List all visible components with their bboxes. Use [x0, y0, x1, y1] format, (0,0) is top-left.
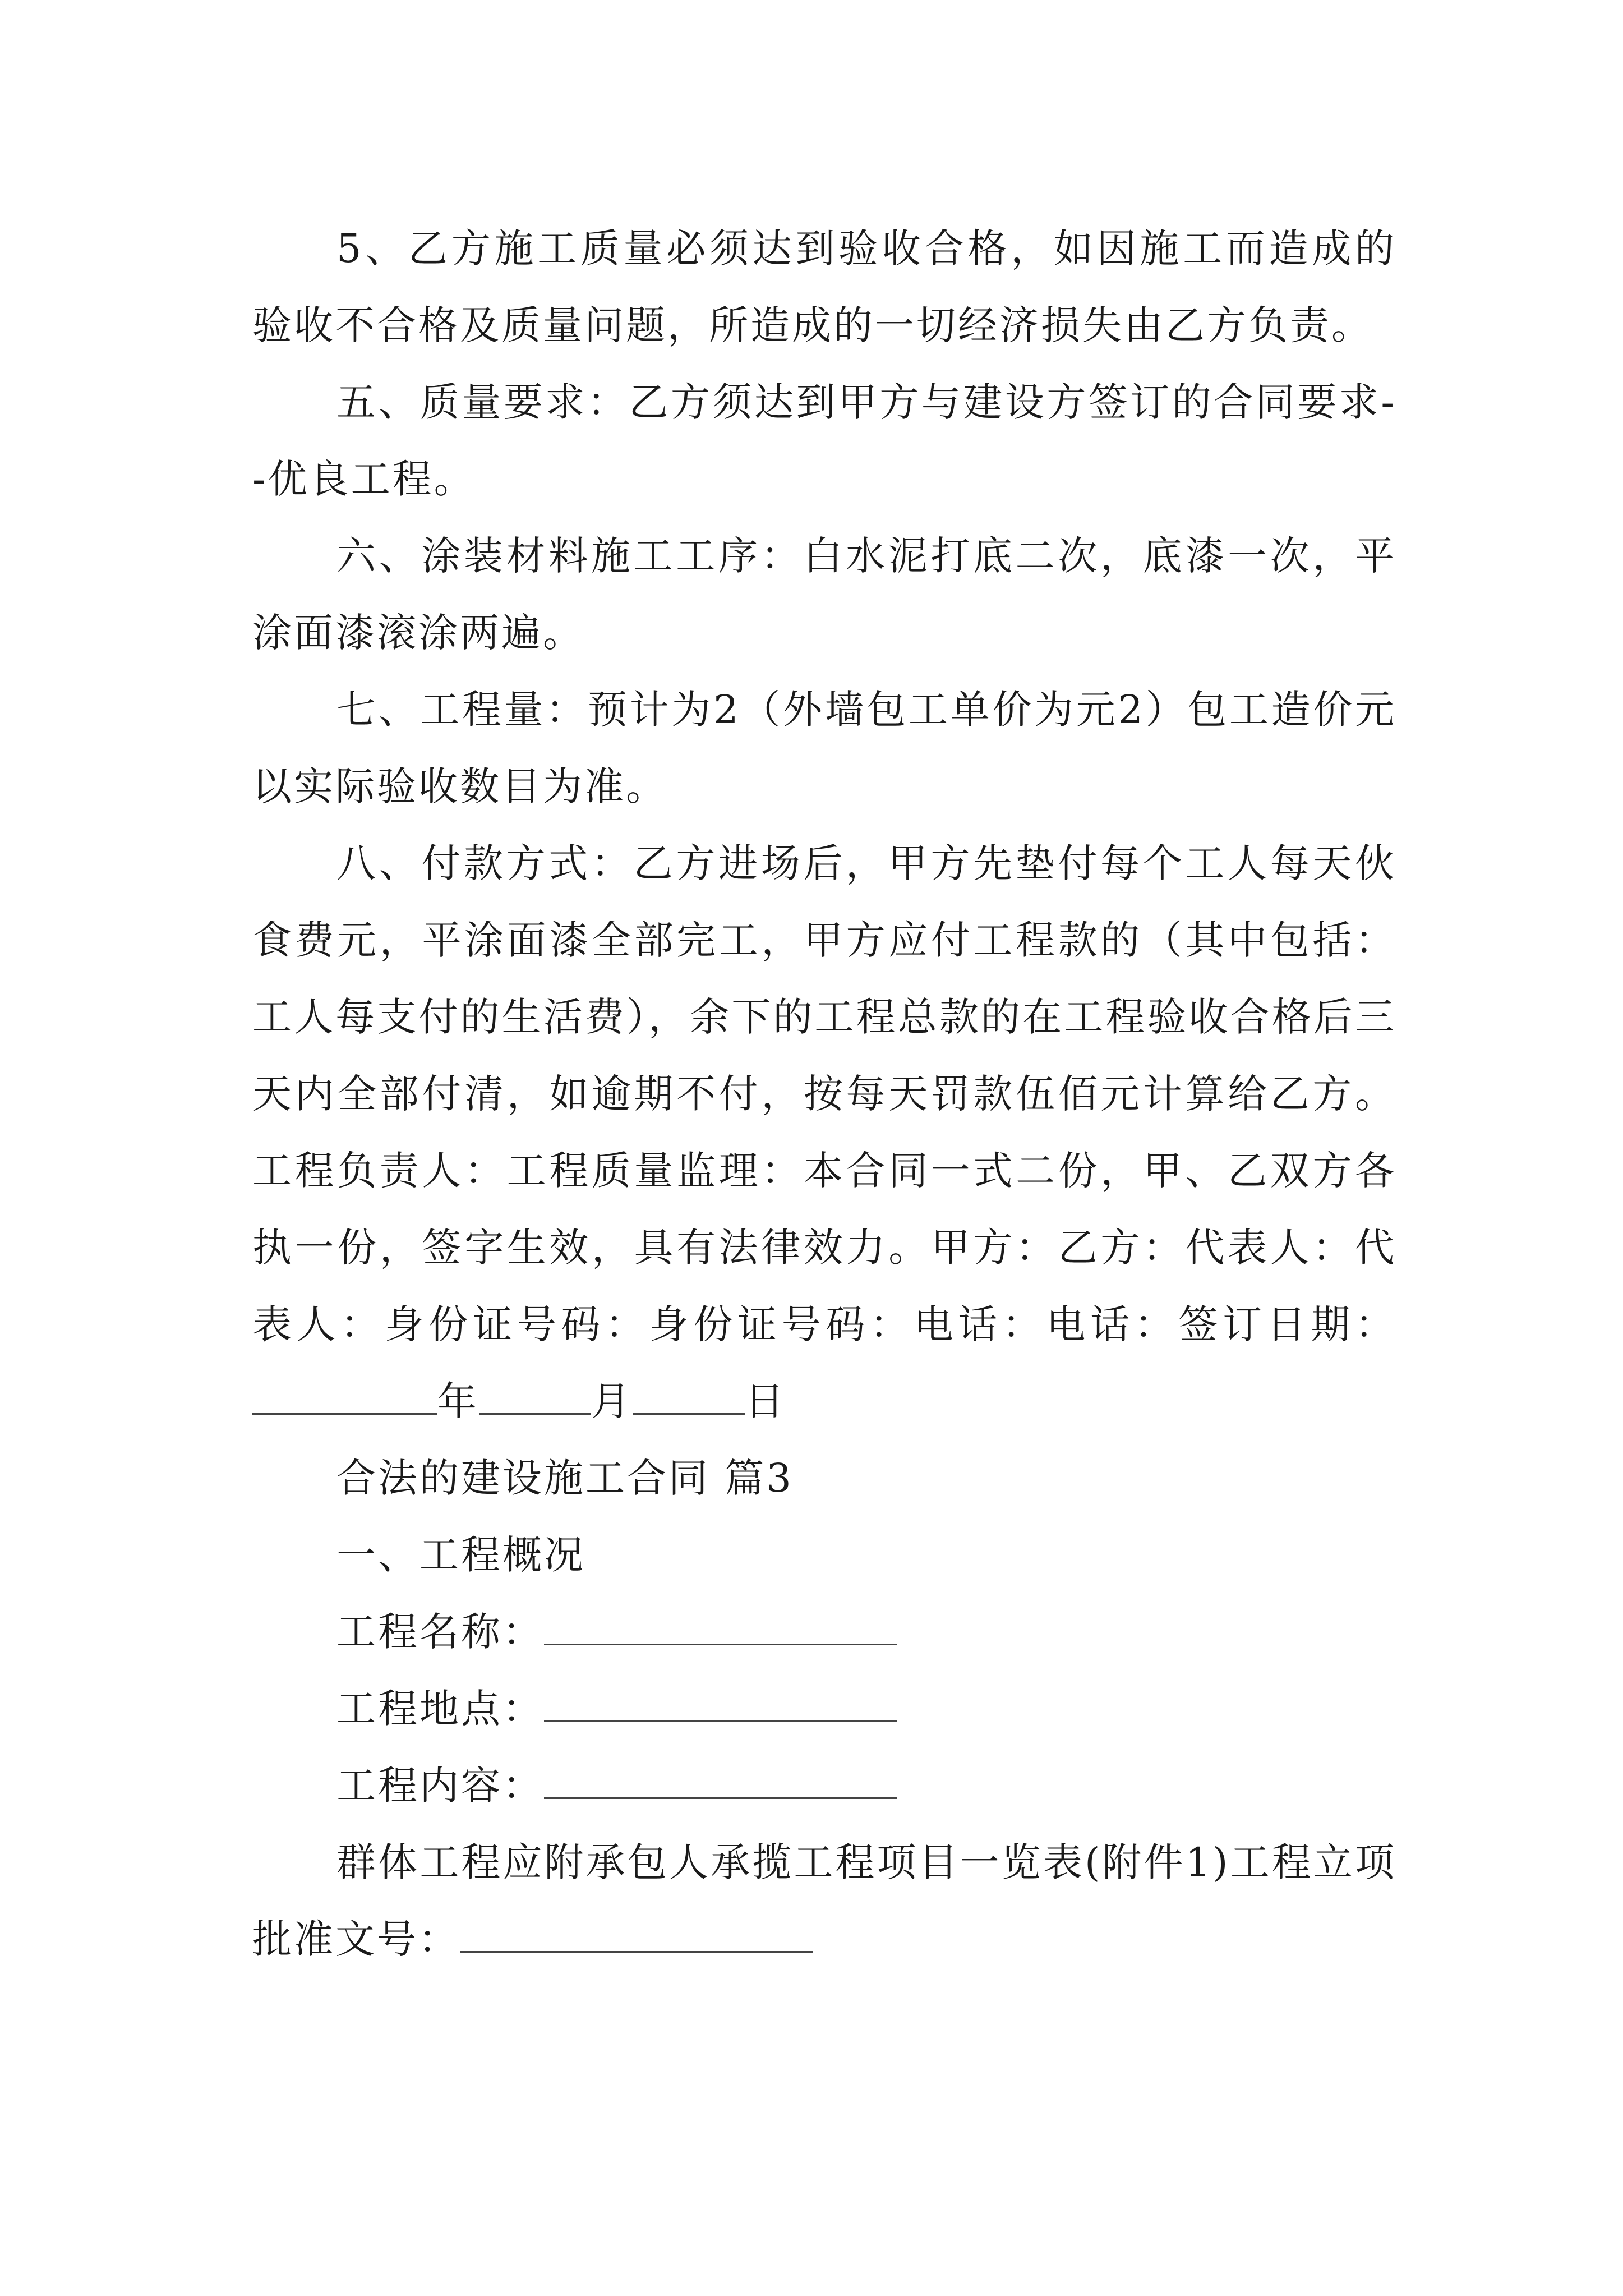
- year-label: 年: [437, 1378, 479, 1424]
- payment-terms-paragraph: [252, 825, 1396, 1440]
- coating-process-paragraph: 六、涂装材料施工工序：白水泥打底二次，底漆一次，平涂面漆滚涂两遍。: [252, 533, 1396, 656]
- project-content-blank: [544, 1765, 897, 1799]
- signing-month-blank: [479, 1381, 591, 1415]
- project-content-field: [252, 1747, 1396, 1824]
- project-location-blank: [544, 1688, 897, 1722]
- project-overview-heading: 一、工程概况: [336, 1532, 585, 1578]
- project-name-label: 工程名称：: [336, 1609, 544, 1655]
- project-name-blank: [544, 1611, 897, 1645]
- project-name-field: [252, 1594, 1396, 1671]
- month-label: 月: [591, 1378, 633, 1424]
- quality-requirements-paragraph: 五、质量要求：乙方须达到甲方与建设方签订的合同要求--优良工程。: [252, 379, 1396, 502]
- signing-year-blank: [252, 1381, 437, 1415]
- day-label: 日: [745, 1378, 786, 1424]
- project-location-field: [252, 1671, 1396, 1747]
- section-3-title: 合法的建设施工合同 篇3: [336, 1455, 794, 1501]
- approval-number-blank: [460, 1918, 813, 1953]
- group-project-text: 群体工程应附承包人承揽工程项目一览表(附件1)工程立项批准文号：: [252, 1839, 1396, 1962]
- project-location-label: 工程地点：: [336, 1686, 544, 1732]
- group-project-paragraph: [252, 1824, 1396, 1978]
- payment-terms-text: 八、付款方式：乙方进场后，甲方先垫付每个工人每天伙食费元，平涂面漆全部完工，甲方应付工程款的（其中包括：工人每支付的生活费），余下的工程总款的在工程验收合格后三天内全部付清，如逾期不付，按每天罚款伍佰元计算给乙方。工程负责人：工程质量监理：本合同一式二份，甲、乙双方各执一份，签字生效，具有法律效力。甲方：乙方：代表人：代表人：身份证号码：身份证号码：电话：电话：签订日期：: [252, 840, 1396, 1347]
- clause-5-paragraph: 5、乙方施工质量必须达到验收合格，如因施工而造成的验收不合格及质量问题，所造成的一切经济损失由乙方负责。: [252, 226, 1396, 348]
- signing-day-blank: [633, 1381, 745, 1415]
- project-content-label: 工程内容：: [336, 1763, 544, 1809]
- work-quantity-paragraph: 七、工程量：预计为2（外墙包工单价为元2）包工造价元以实际验收数目为准。: [252, 687, 1396, 809]
- document-body: [252, 210, 1396, 1978]
